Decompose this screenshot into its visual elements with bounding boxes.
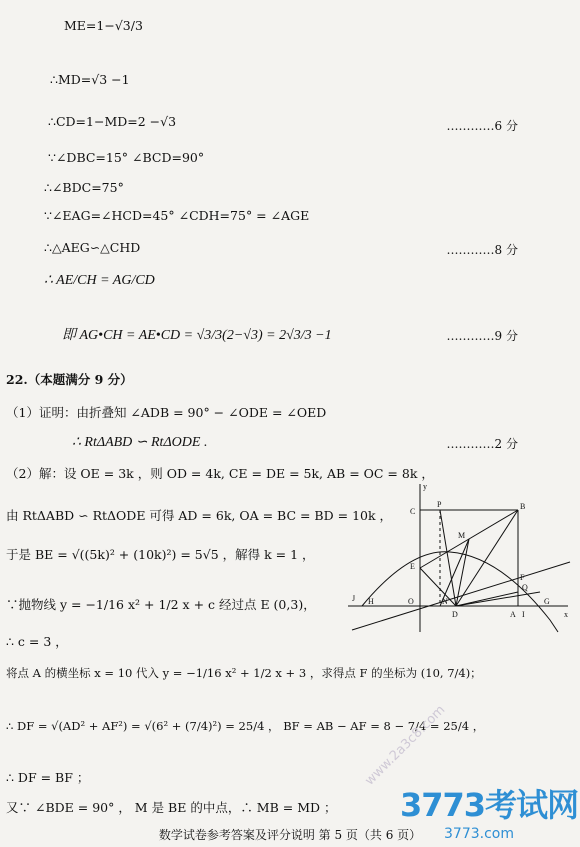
line-parabola-text: ∵抛物线 y = −1/16 x² + 1/2 x + c 经过点 E (0,3)，: [6, 597, 316, 612]
line-md: [50, 72, 130, 87]
score-2: …………2 分: [446, 437, 518, 451]
label-b: B: [520, 502, 526, 511]
label-q: Q: [522, 583, 528, 592]
line-cd-text: ∴CD=1−MD=2 −√3: [48, 114, 177, 129]
line-angle-bdc-text: ∴∠BDC=75°: [44, 180, 124, 195]
line-df-eq-bf: [6, 768, 89, 786]
geometry-figure: [340, 480, 575, 640]
line-product: [62, 324, 332, 344]
line-similar: [44, 240, 140, 255]
label-c: C: [410, 507, 416, 516]
watermark: www.2a3c8.com: [362, 702, 449, 789]
logo-url: 3773.com: [444, 826, 514, 842]
label-d: D: [452, 610, 458, 619]
line-angle-dbc: [48, 150, 204, 165]
line-parabola: [6, 595, 316, 613]
line-point-f-text: 将点 A 的横坐标 x = 10 代入 y = −1/16 x² + 1/2 x + 3 ，求得点 F 的坐标为 (10, 7/4)；: [6, 666, 482, 680]
line-product-text: 即 AG•CH = AE•CD = √3/3(2−√3) = 2√3/3 −1: [62, 328, 332, 343]
line-similar-text: ∴△AEG∽△CHD: [44, 240, 141, 255]
line-angle-dbc-text: ∵∠DBC=15° ∠BCD=90°: [48, 150, 205, 165]
label-o: O: [408, 597, 414, 606]
line-ratio: [44, 272, 155, 289]
line-mb-md: [6, 798, 337, 816]
line-cd: [48, 114, 176, 129]
line-part2-ratio-text: 由 RtΔABD ∽ RtΔODE 可得 AD = 6k, OA = BC = BD = 10k ，: [6, 508, 393, 523]
line-df-eq-bf-text: ∴ DF = BF ；: [6, 770, 90, 785]
score-6: …………6 分: [446, 119, 518, 133]
line-angle-eag-text: ∵∠EAG=∠HCD=45° ∠CDH=75° = ∠AGE: [44, 208, 310, 223]
label-h: H: [368, 597, 374, 606]
line-c-text: ∴ c = 3 ，: [6, 634, 68, 649]
line-angle-eag: [44, 208, 309, 223]
line-part2-setup-text: （2）解：设 OE = 3k ，则 OD = 4k, CE = DE = 5k, AB = OC = 8k ，: [6, 466, 434, 481]
line-be-text: 于是 BE = √((5k)² + (10k)²) = 5√5 ，解得 k = 1 ，: [6, 547, 315, 562]
line-df-bf-text: ∴ DF = √(AD² + AF²) = √(6² + (7/4)²) = 25/4 ， BF = AB − AF = 8 − 7/4 = 25/4 ，: [6, 719, 485, 733]
line-part1-text: （1）证明：由折叠知 ∠ADB = 90° − ∠ODE = ∠OED: [6, 405, 327, 420]
line-part1-conclusion-text: ∴ RtΔABD ∽ RtΔODE .: [72, 435, 208, 450]
logo-text: 3773考试网: [400, 786, 579, 824]
label-m: M: [458, 531, 466, 540]
line-me-text: ME=1−√3/3: [64, 18, 143, 33]
line-part1: [6, 403, 326, 421]
line-c: [6, 632, 68, 650]
segment-df: [456, 592, 518, 606]
page-footer: 数学试卷参考答案及评分说明 第 5 页（共 6 页）: [158, 828, 422, 842]
label-j: J: [352, 594, 356, 603]
line-mb-md-text: 又∵ ∠BDE = 90° ， M 是 BE 的中点，∴ MB = MD ；: [6, 800, 337, 815]
line-me: [64, 18, 143, 33]
score-8: …………8 分: [446, 243, 518, 257]
parabola: [362, 552, 558, 632]
label-f: F: [520, 573, 525, 582]
line-md-text: ∴MD=√3 −1: [50, 72, 130, 87]
line-point-f: [6, 665, 482, 681]
label-a: A: [510, 610, 516, 619]
line-part2-ratio: [6, 506, 392, 524]
question-22-header: [6, 370, 133, 388]
label-i: I: [522, 610, 525, 619]
site-logo: [400, 780, 578, 842]
label-p: P: [437, 500, 442, 509]
line-be: [6, 545, 315, 563]
score-9: …………9 分: [446, 329, 518, 343]
label-e: E: [410, 562, 415, 571]
label-g: G: [544, 597, 550, 606]
label-y: y: [423, 482, 427, 491]
label-n: N: [442, 597, 448, 606]
question-22-header-text: 22.（本题满分 9 分）: [6, 372, 133, 387]
line-ratio-text: ∴ AE/CH = AG/CD: [44, 273, 155, 288]
label-x: x: [564, 610, 568, 619]
line-angle-bdc: [44, 180, 124, 195]
tangent-line: [352, 562, 570, 630]
line-part1-conclusion: [72, 434, 207, 451]
